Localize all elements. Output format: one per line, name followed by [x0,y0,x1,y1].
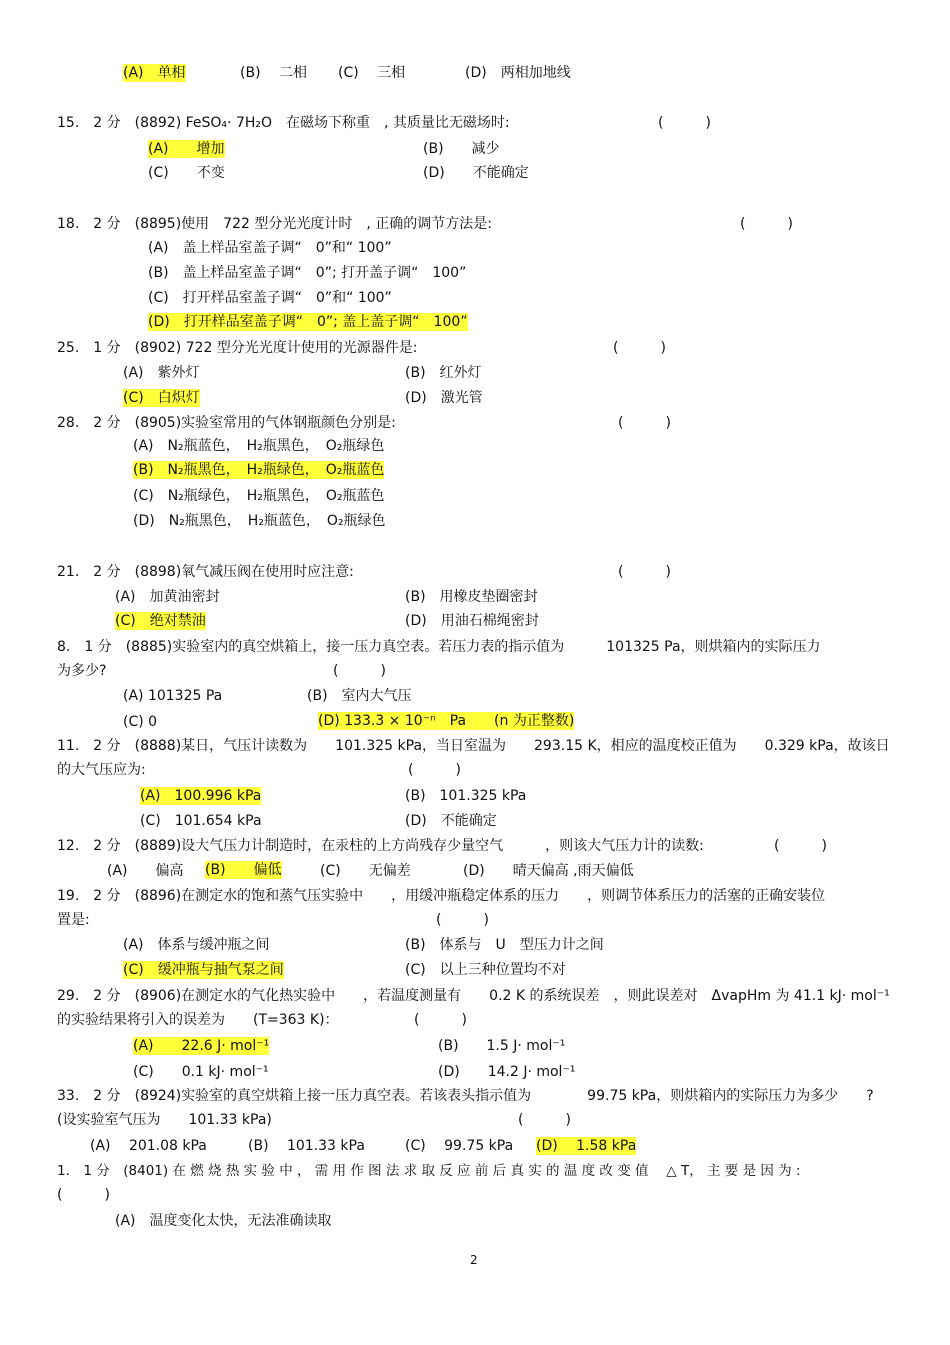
question-stem: 12. 2 分 (8889)设大气压力计制造时，在汞柱的上方尚残存少量空气 ，则该大气压力计的读数: [57,838,704,854]
answer-blank: ( ) [774,838,827,854]
option-a: (A) 体系与缓冲瓶之间 [123,937,270,953]
option-a: (A) 101325 Pa [123,688,223,704]
question-stem-cont: 为多少? [57,663,107,679]
option-d: (D) 打开样品室盖子调“ 0”; 盖上盖子调“ 100” [148,314,468,330]
option-a: (A) 单相 [123,65,186,81]
option-a: (A) 盖上样品室盖子调“ 0”和“ 100” [148,240,392,256]
option-a: (A) N₂瓶蓝色， H₂瓶黑色， O₂瓶绿色 [133,438,385,454]
option-a: (A) 紫外灯 [123,365,200,381]
option-b: (B) 室内大气压 [307,688,412,704]
question-stem: 21. 2 分 (8898)氧气减压阀在使用时应注意: [57,564,354,580]
question-stem-cont: (设实验室气压为 101.33 kPa) [57,1112,272,1128]
answer-blank: ( ) [740,216,793,232]
option-d: (C) 以上三种位置均不对 [405,962,566,978]
option-d: (D) 14.2 J· mol⁻¹ [438,1064,576,1080]
option-b: (B) 1.5 J· mol⁻¹ [438,1038,566,1054]
option-c: (C) 不变 [148,165,225,181]
question-stem: 28. 2 分 (8905)实验室常用的气体钢瓶颜色分别是: [57,415,396,431]
option-b: (B) 101.325 kPa [405,788,527,804]
option-c: (C) 0 [123,714,158,730]
question-stem: 33. 2 分 (8924)实验室的真空烘箱上接一压力真空表。若该表头指示值为 99.75 kPa，则烘箱内的实际压力为多少 ? [57,1088,874,1104]
answer-blank: ( ) [408,762,461,778]
option-d: (D) 激光管 [405,390,483,406]
option-a: (A) 100.996 kPa [140,788,262,804]
option-b: (B) 101.33 kPa [248,1138,365,1154]
answer-blank: ( ) [613,340,666,356]
option-b: (B) 体系与 U 型压力计之间 [405,937,604,953]
answer-blank: ( ) [518,1112,571,1128]
question-stem: 19. 2 分 (8896)在测定水的饱和蒸气压实验中 ，用缓冲瓶稳定体系的压力 ，则调节体系压力的活塞的正确安装位 [57,888,826,904]
question-stem: 1. 1 分 (8401) 在 燃 烧 热 实 验 中 ， 需 用 作 图 法 求 取 反 应 前 后 真 实 的 温 度 改 变 值 △ T， 主 要 是 因 为 : [57,1163,801,1179]
question-stem: 8. 1 分 (8885)实验室内的真空烘箱上，接一压力真空表。若压力表的指示值为 101325 Pa，则烘箱内的实际压力 [57,639,821,655]
option-c: (C) N₂瓶绿色， H₂瓶黑色， O₂瓶蓝色 [133,488,385,504]
option-d: (D) 1.58 kPa [536,1138,637,1154]
question-stem-cont: 置是: [57,912,90,928]
option-c: (C) 99.75 kPa [405,1138,514,1154]
option-c: (C) 打开样品室盖子调“ 0”和“ 100” [148,290,392,306]
option-d: (D) 133.3 × 10⁻ⁿ Pa (n 为正整数) [318,713,575,729]
question-stem: 15. 2 分 (8892) FeSO₄· 7H₂O 在磁场下称重 , 其质量比无磁场时: [57,115,510,131]
answer-blank: ( ) [618,564,671,580]
question-stem-cont: ( ) [57,1187,110,1203]
option-b: (B) 偏低 [205,862,282,878]
option-c: (C) 绝对禁油 [115,613,206,629]
option-b: (B) N₂瓶黑色， H₂瓶绿色， O₂瓶蓝色 [133,462,385,478]
question-stem-cont: 的大气压应为: [57,762,146,778]
option-d: (D) 晴天偏高 ,雨天偏低 [463,863,634,879]
answer-blank: ( ) [414,1012,467,1028]
option-d: (D) 不能确定 [405,813,497,829]
option-b: (B) 减少 [423,141,500,157]
option-a: (A) 22.6 J· mol⁻¹ [133,1038,270,1054]
page-number: 2 [470,1253,478,1267]
option-c: (C) 三相 [338,65,406,81]
option-b: (B) 二相 [240,65,307,81]
question-stem: 25. 1 分 (8902) 722 型分光光度计使用的光源器件是: [57,340,418,356]
option-d: (D) 两相加地线 [465,65,571,81]
question-stem: 11. 2 分 (8888)某日，气压计读数为 101.325 kPa，当日室温为 293.15 K，相应的温度校正值为 0.329 kPa，故该日 [57,738,890,754]
option-d: (D) N₂瓶黑色， H₂瓶蓝色， O₂瓶绿色 [133,513,386,529]
option-d: (D) 用油石棉绳密封 [405,613,539,629]
option-c: (C) 无偏差 [320,863,411,879]
option-a: (A) 加黄油密封 [115,589,220,605]
option-b: (B) 用橡皮垫圈密封 [405,589,538,605]
option-c: (C) 101.654 kPa [140,813,262,829]
option-b: (B) 盖上样品室盖子调“ 0”; 打开盖子调“ 100” [148,265,467,281]
option-c: (C) 白炽灯 [123,390,200,406]
answer-blank: ( ) [618,415,671,431]
question-stem: 18. 2 分 (8895)使用 722 型分光光度计时 , 正确的调节方法是: [57,216,492,232]
question-stem-cont: 的实验结果将引入的误差为 (T=363 K)： [57,1012,339,1028]
option-d: (D) 不能确定 [423,165,529,181]
question-stem: 29. 2 分 (8906)在测定水的气化热实验中 ，若温度测量有 0.2 K 的系统误差 ，则此误差对 ΔvapHm 为 41.1 kJ· mol⁻¹ [57,988,890,1004]
option-a: (A) 增加 [148,141,225,157]
answer-blank: ( ) [333,663,386,679]
option-a: (A) 201.08 kPa [90,1138,207,1154]
option-a: (A) 温度变化太快，无法准确读取 [115,1213,332,1229]
option-a: (A) 偏高 [107,863,184,879]
answer-blank: ( ) [436,912,489,928]
option-c: (C) 缓冲瓶与抽气泵之间 [123,962,284,978]
answer-blank: ( ) [658,115,711,131]
option-c: (C) 0.1 kJ· mol⁻¹ [133,1064,269,1080]
option-b: (B) 红外灯 [405,365,482,381]
